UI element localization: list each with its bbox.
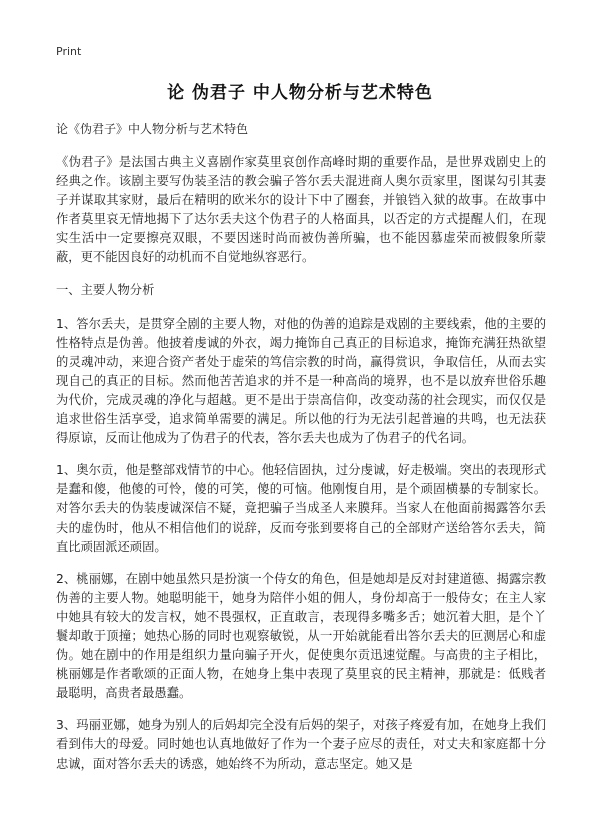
document-subtitle: 论《伪君子》中人物分析与艺术特色 bbox=[56, 122, 249, 136]
paragraph-orgon: 1、奥尔贡，他是整部戏情节的中心。他轻信固执，过分虔诚，好走极端。突出的表现形式是蠢和傻，他傻的可怜，傻的可笑，傻的可恼。他刚愎自用，是个顽固横暴的专制家长。对答尔丢夫的伪装虔诚深信不疑，竟把骗子当成圣人来膜拜。当家人在他面前揭露答尔丢夫的虚伪时，他从不相信他们的说辞，反而夸张到要将自己的全部财产送给答尔丢夫，简直比顽固派还顽固。 bbox=[56, 463, 546, 554]
paragraph-dorine: 2、桃丽娜，在剧中她虽然只是扮演一个侍女的角色，但是她却是反对封建道德、揭露宗教伪善的主要人物。她聪明能干，她身为陪伴小姐的佣人，身份却高于一般侍女；在主人家中她具有较大的发言权，她不畏强权，正直敢言，表现得多嘴多舌；她沉着大胆，是个丫鬟却敢于顶撞；她热心肠的同时也观察敏锐，从一开始就能看出答尔丢夫的叵测居心和虚伪。她在剧中的作用是组织力量向骗子开火，促使奥尔贡迅速觉醒。与高贵的主子相比，桃丽娜是作者歌颂的正面人物，在她身上集中表现了莫里哀的民主精神，那就是：低贱者最聪明，高贵者最愚蠢。 bbox=[56, 571, 546, 701]
paragraph-tartuffe: 1、答尔丢夫，是贯穿全剧的主要人物，对他的伪善的追踪是戏剧的主要线索，他的主要的性格特点是伪善。他披着虔诚的外衣，竭力掩饰自己真正的目标追求，掩饰充满狂热欲望的灵魂冲动，来迎合资产者处于虚荣的笃信宗教的时尚，赢得赏识，争取信任，从而去实现自己的真正的目标。然而他苦苦追求的并不是一种高尚的境界，也不是以放弃世俗乐趣为代价，完成灵魂的净化与超越。更不是出于崇高信仰，改变动荡的社会现实，而仅仅是追求世俗生活享受，追求简单需要的满足。所以他的行为无法引起普遍的共鸣，也无法获得原谅，反而让他成为了伪君子的代表，答尔丢夫也成为了伪君子的代名词。 bbox=[56, 316, 546, 446]
paragraph-mariane: 3、玛丽亚娜，她身为别人的后妈却完全没有后妈的架子，对孩子疼爱有加，在她身上我们看到伟大的母爱。同时她也认真地做好了作为一个妻子应尽的责任，对丈夫和家庭都十分忠诚，面对答尔丢夫的诱惑，她始终不为所动，意志坚定。她又是 bbox=[56, 718, 546, 771]
print-link[interactable]: Print bbox=[56, 45, 82, 58]
section-heading-main-characters: 一、主要人物分析 bbox=[56, 282, 155, 297]
document-title: 论 伪君子 中人物分析与艺术特色 bbox=[167, 83, 433, 103]
intro-paragraph: 《伪君子》是法国古典主义喜剧作家莫里哀创作高峰时期的重要作品，是世界戏剧史上的经典之作。该剧主要写伪装圣洁的教会骗子答尔丢夫混进商人奥尔贡家里，图谋勾引其妻子并谋取其家财，最后在精明的欧米尔的设计下中了圈套，并锒铛入狱的故事。在故事中作者莫里哀无情地揭下了达尔丢夫这个伪君子的人格面具，以否定的方式提醒人们，在现实生活中一定要擦亮双眼，不要因迷时尚而被伪善所骗，也不能因慕虚荣而被假象所蒙蔽，更不能因良好的动机而不自觉地纵容恶行。 bbox=[56, 155, 546, 265]
document-body bbox=[56, 120, 546, 787]
